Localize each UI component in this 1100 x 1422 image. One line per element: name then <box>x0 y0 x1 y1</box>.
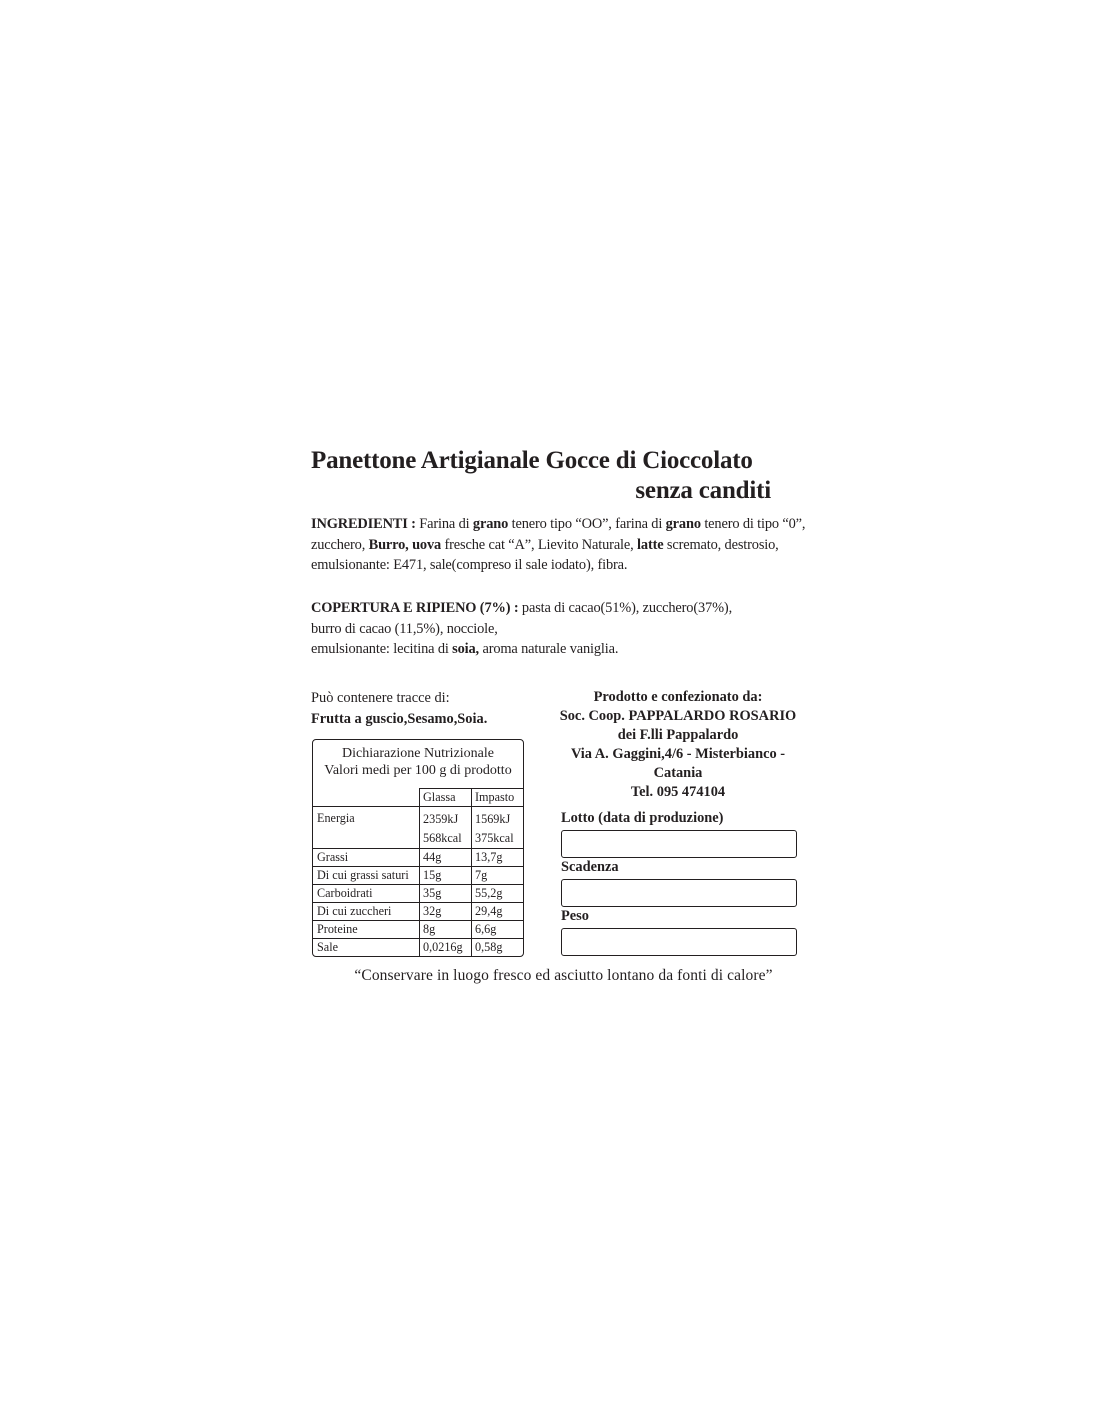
energy-kj: 2359kJ <box>423 812 459 826</box>
ingredients-text: tenero di tipo “0”, <box>700 516 806 532</box>
coating-text: burro di cacao (11,5%), nocciole, <box>311 620 498 637</box>
producer-company-name: PAPPALARDO ROSARIO <box>628 708 797 724</box>
energy-kj: 1569kJ <box>475 812 511 826</box>
row-label: Grassi <box>313 849 420 867</box>
row-value-glassa: 15g <box>420 867 472 885</box>
table-row <box>313 939 523 957</box>
title-line-2: senza canditi <box>635 477 771 504</box>
producer-company-prefix: Soc. Coop. <box>559 708 629 724</box>
coating-text: pasta di cacao(51%), zucchero(37%), <box>518 600 733 616</box>
storage-note: “Conservare in luogo fresco ed asciutto lontano da fonti di calore” <box>354 967 773 984</box>
row-label: Energia <box>313 807 420 849</box>
peso-label: Peso <box>561 908 589 924</box>
allergen-notice <box>311 688 551 729</box>
row-value-impasto: 55,2g <box>472 885 524 903</box>
peso-field[interactable] <box>561 928 797 956</box>
nutrition-table-box <box>312 739 524 957</box>
table-row <box>313 849 523 867</box>
title-line-1: Panettone Artigianale Gocce di Cioccolato <box>311 447 753 474</box>
table-row <box>313 867 523 885</box>
lotto-field[interactable] <box>561 830 797 858</box>
col-header-impasto: Impasto <box>472 789 524 807</box>
product-title <box>311 446 771 506</box>
nutrition-heading-title: Dichiarazione Nutrizionale <box>342 746 494 761</box>
row-value-glassa <box>420 807 472 849</box>
table-corner <box>313 789 420 807</box>
coating-paragraph <box>311 598 811 660</box>
allergen-list: Frutta a guscio,Sesamo,Soia. <box>311 710 488 727</box>
table-row <box>313 885 523 903</box>
scadenza-field[interactable] <box>561 879 797 907</box>
energy-kcal: 375kcal <box>475 831 514 845</box>
ingredients-text: emulsionante: E471, sale(compreso il sale iodato), fibra. <box>311 557 628 573</box>
table-row <box>313 903 523 921</box>
row-value-glassa: 32g <box>420 903 472 921</box>
allergen-bold: soia, <box>452 641 480 657</box>
ingredients-paragraph <box>311 514 811 576</box>
row-value-impasto <box>472 807 524 849</box>
row-value-impasto: 0,58g <box>472 939 524 957</box>
row-value-impasto: 29,4g <box>472 903 524 921</box>
row-value-impasto: 6,6g <box>472 921 524 939</box>
producer-info <box>548 688 808 802</box>
ingredients-text: scremato, destrosio, <box>663 536 779 553</box>
coating-text: emulsionante: lecitina di <box>311 641 453 657</box>
lotto-label: Lotto (data di produzione) <box>561 810 724 826</box>
producer-heading: Prodotto e confezionato da: <box>593 689 763 705</box>
row-label: Proteine <box>313 921 420 939</box>
table-row <box>313 807 523 849</box>
col-header-glassa: Glassa <box>420 789 472 807</box>
scadenza-label: Scadenza <box>561 859 619 875</box>
ingredients-label: INGREDIENTI : <box>311 516 416 532</box>
nutrition-table <box>313 788 523 956</box>
row-value-glassa: 44g <box>420 849 472 867</box>
coating-text: aroma naturale vaniglia. <box>479 641 619 657</box>
ingredients-text: zucchero, <box>311 536 369 553</box>
row-value-impasto: 7g <box>472 867 524 885</box>
allergen-bold: grano <box>472 516 509 532</box>
producer-phone: Tel. 095 474104 <box>630 784 726 800</box>
ingredients-text: tenero tipo “OO”, farina di <box>508 516 666 532</box>
coating-label: COPERTURA E RIPIENO (7%) : <box>311 600 519 616</box>
ingredients-text: fresche cat “A”, Lievito Naturale, <box>441 536 638 553</box>
row-value-impasto: 13,7g <box>472 849 524 867</box>
allergen-bold: latte <box>637 536 664 553</box>
row-label: Di cui zuccheri <box>313 903 420 921</box>
row-value-glassa: 8g <box>420 921 472 939</box>
row-label: Di cui grassi saturi <box>313 867 420 885</box>
row-value-glassa: 35g <box>420 885 472 903</box>
table-header-row <box>313 789 523 807</box>
row-value-glassa: 0,0216g <box>420 939 472 957</box>
producer-company <box>548 707 808 726</box>
producer-family: dei F.lli Pappalardo <box>617 727 739 743</box>
nutrition-heading <box>313 740 523 779</box>
table-row <box>313 921 523 939</box>
row-label: Carboidrati <box>313 885 420 903</box>
allergen-bold: Burro, uova <box>368 536 442 553</box>
energy-kcal: 568kcal <box>423 831 462 845</box>
row-label: Sale <box>313 939 420 957</box>
allergen-intro: Può contenere tracce di: <box>311 690 450 706</box>
nutrition-heading-subtitle: Valori medi per 100 g di prodotto <box>324 763 512 778</box>
ingredients-text: Farina di <box>415 516 473 532</box>
producer-address: Via A. Gaggini,4/6 - Misterbianco - Catania <box>570 746 786 781</box>
allergen-bold: grano <box>665 516 701 532</box>
